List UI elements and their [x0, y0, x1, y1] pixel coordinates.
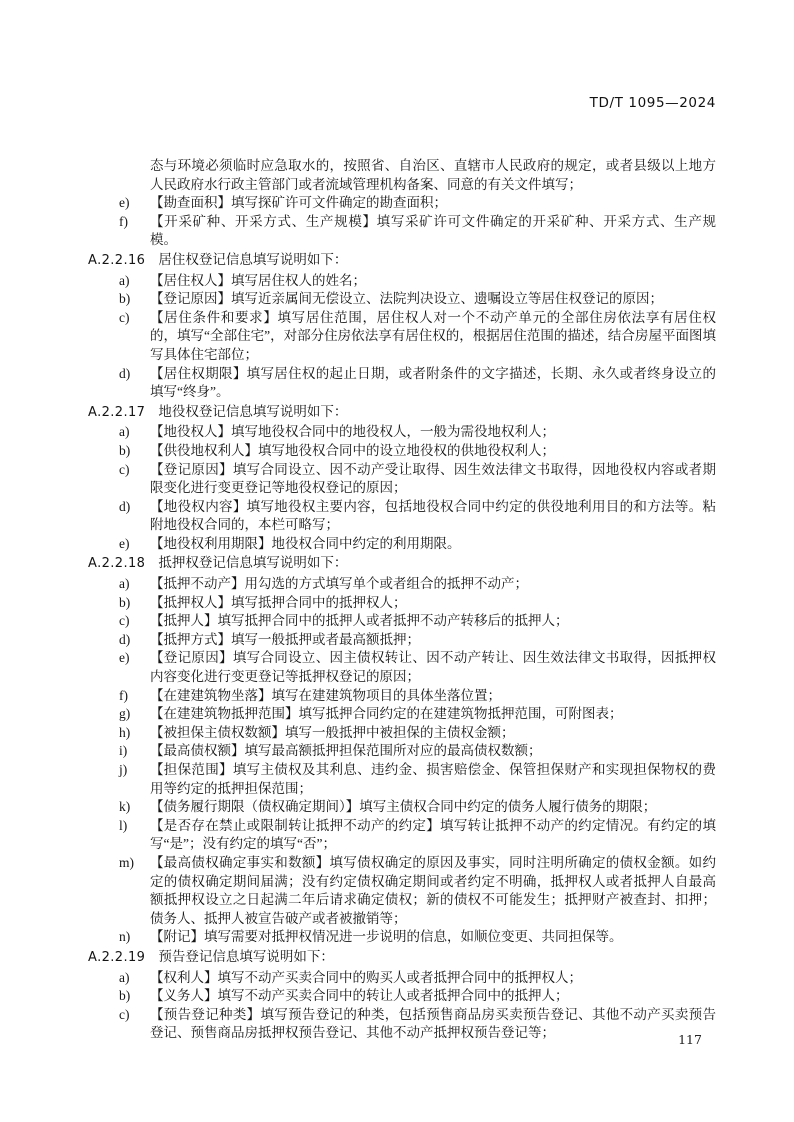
list-item-label: i): [119, 743, 128, 759]
list-item-label: e): [119, 650, 130, 666]
list-item-text: 【在建建筑物抵押范围】填写抵押合同约定的在建建筑物抵押范围，可附图表；: [150, 706, 623, 722]
list-item-text: 【预告登记种类】填写预告登记的种类，包括预售商品房买卖预告登记、其他不动产买卖预告登记、预售商品房抵押权预告登记、其他不动产抵押权预告登记等；: [150, 1006, 716, 1041]
list-item: [88, 798, 716, 817]
section-title: 预告登记信息填写说明如下：: [158, 948, 334, 964]
list-item: [88, 461, 716, 498]
section-number: A.2.2.18: [88, 556, 146, 572]
list-item: [88, 213, 716, 250]
list-item-label: a): [119, 576, 130, 592]
list-item: [88, 423, 716, 442]
list-item-text: 【附记】填写需要对抵押权情况进一步说明的信息，如顺位变更、共同担保等。: [150, 929, 623, 945]
list-item: [88, 817, 716, 854]
list-item-text: 【在建建筑物坐落】填写在建建筑物项目的具体坐落位置；: [150, 687, 501, 703]
list-item-label: a): [119, 424, 130, 440]
section-heading: [88, 251, 716, 271]
list-item-label: h): [119, 724, 131, 740]
list-item-text: 【抵押不动产】用勾选的方式填写单个或者组合的抵押不动产；: [150, 576, 528, 592]
list-item-label: b): [119, 291, 131, 307]
list-item-text: 【抵押方式】填写一般抵押或者最高额抵押；: [150, 631, 420, 647]
section-number: A.2.2.16: [88, 252, 146, 268]
list-item: [88, 687, 716, 706]
list-item-text: 【担保范围】填写主债权及其利息、违约金、损害赔偿金、保管担保财产和实现担保物权的费用等约定的抵押担保范围；: [150, 762, 716, 796]
paragraph-continuation: 态与环境必须临时应急取水的，按照省、自治区、直辖市人民政府的规定，或者县级以上地方人民政府水行政主管部门或者流域管理机构备案、同意的有关文件填写；: [150, 158, 716, 192]
page-number: 117: [678, 1032, 702, 1047]
list-item-text: 【抵押权人】填写抵押合同中的抵押权人；: [150, 594, 407, 610]
list-item-label: c): [119, 461, 130, 477]
list-item-label: c): [119, 1006, 130, 1022]
list-item-label: b): [119, 442, 131, 458]
list-item: [88, 761, 716, 798]
list-item-label: b): [119, 988, 131, 1004]
list-item-label: j): [119, 762, 128, 777]
list-item-label: f): [119, 213, 128, 229]
list-item-text: 【地役权内容】填写地役权主要内容，包括地役权合同中约定的供役地利用目的和方法等。粘附地役权合同的，本栏可略写；: [150, 498, 716, 533]
section-number: A.2.2.19: [88, 949, 146, 965]
list-item-label: n): [119, 929, 131, 945]
list-item-text: 【登记原因】填写合同设立、因不动产受让取得、因生效法律文书取得，因地役权内容或者期限变化进行变更登记等地役权登记的原因；: [150, 461, 716, 496]
section-title: 抵押权登记信息填写说明如下：: [158, 555, 348, 571]
list-item: [88, 854, 716, 928]
list-item: [88, 705, 716, 724]
list-item-text: 【抵押人】填写抵押合同中的抵押人或者抵押不动产转移后的抵押人；: [150, 613, 569, 629]
list-item-label: g): [119, 706, 131, 722]
list-item: [88, 194, 716, 213]
list-item: [88, 724, 716, 743]
list-item-text: 【登记原因】填写合同设立、因主债权转让、因不动产转让、因生效法律文书取得，因抵押权内容变化进行变更登记等抵押权登记的原因；: [150, 650, 716, 685]
list-item-label: c): [119, 309, 130, 325]
section-heading: [88, 948, 716, 968]
list-item-label: a): [119, 969, 130, 985]
list-item-text: 【义务人】填写不动产买卖合同中的转让人或者抵押合同中的抵押人；: [150, 988, 569, 1004]
list-item: [88, 928, 716, 947]
section-title: 居住权登记信息填写说明如下：: [158, 251, 348, 267]
list-item: [88, 969, 716, 988]
list-item-label: m): [119, 854, 134, 870]
list-item: [88, 365, 716, 402]
list-item-label: f): [119, 687, 128, 703]
list-item-label: d): [119, 365, 131, 381]
list-item-label: d): [119, 498, 131, 514]
list-item-label: b): [119, 594, 131, 610]
list-item-text: 【地役权人】填写地役权合同中的地役权人，一般为需役地权利人；: [150, 424, 555, 440]
list-item-text: 【是否存在禁止或限制转让抵押不动产的约定】填写转让抵押不动产的约定情况。有约定的填写“是”；没有约定的填写“否”；: [150, 817, 716, 852]
list-item-text: 【最高债权确定事实和数额】填写债权确定的原因及事实，同时注明所确定的债权金额。如约定的债权确定期间届满；没有约定债权确定期间或者约定不明确，抵押权人或者抵押人自最高额抵押权设立之日起满二年后请求确定债权；新的债权不可能发生；抵押财产被查封、扣押；债务人、抵押人被宣告破产或者被撤销等；: [150, 854, 716, 926]
list-item-text: 【债务履行期限（债权确定期间）】填写主债权合同中约定的债务人履行债务的期限；: [150, 799, 657, 815]
list-item: [88, 272, 716, 291]
standard-number: TD/T 1095—2024: [589, 95, 716, 111]
list-item-text: 【居住权人】填写居住权人的姓名；: [150, 272, 366, 288]
list-item: [88, 1006, 716, 1043]
list-item-label: k): [119, 799, 131, 815]
list-item-text: 【被担保主债权数额】填写一般抵押中被担保的主债权金额；: [150, 724, 515, 740]
list-item: [88, 290, 716, 309]
section-title: 地役权登记信息填写说明如下：: [158, 403, 348, 419]
section-heading: [88, 554, 716, 574]
list-item: [88, 575, 716, 594]
list-item-label: e): [119, 195, 130, 211]
list-item-text: 【供役地权利人】填写地役权合同中的设立地役权的供地役权利人；: [150, 442, 555, 458]
list-item-label: d): [119, 631, 131, 647]
list-item-text: 【登记原因】填写近亲属间无偿设立、法院判决设立、遗嘱设立等居住权登记的原因；: [150, 291, 663, 307]
list-item: [88, 612, 716, 631]
list-item: [88, 442, 716, 461]
list-item: [88, 535, 716, 554]
list-item-label: a): [119, 272, 130, 288]
list-item-text: 【勘查面积】填写探矿许可文件确定的勘查面积；: [150, 195, 447, 211]
list-item-label: e): [119, 535, 130, 551]
list-item-text: 【居住条件和要求】填写居住范围，居住权人对一个不动产单元的全部住房依法享有居住权的，填写“全部住宅”，对部分住房依法享有居住权的，根据居住范围的描述，结合房屋平面图填写具体住宅部位；: [150, 309, 716, 362]
list-item-text: 【地役权利用期限】地役权合同中约定的利用期限。: [150, 535, 461, 551]
section-number: A.2.2.17: [88, 404, 146, 420]
list-item: [88, 649, 716, 686]
list-item: [88, 742, 716, 761]
document-content: [88, 157, 716, 1043]
list-item-label: c): [119, 613, 130, 629]
list-item-text: 【开采矿种、开采方式、生产规模】填写采矿许可文件确定的开采矿种、开采方式、生产规模。: [150, 213, 716, 248]
list-item: [88, 498, 716, 535]
list-item-text: 【最高债权额】填写最高额抵押担保范围所对应的最高债权数额；: [150, 743, 542, 759]
list-item: [88, 309, 716, 365]
list-item: [88, 631, 716, 650]
list-item: [88, 594, 716, 613]
list-item: [88, 987, 716, 1006]
section-heading: [88, 403, 716, 423]
list-item-text: 【居住权期限】填写居住权的起止日期，或者附条件的文字描述，长期、永久或者终身设立的填写“终身”。: [150, 365, 716, 400]
list-item-text: 【权利人】填写不动产买卖合同中的购买人或者抵押合同中的抵押权人；: [150, 969, 582, 985]
list-item-label: l): [119, 817, 128, 833]
